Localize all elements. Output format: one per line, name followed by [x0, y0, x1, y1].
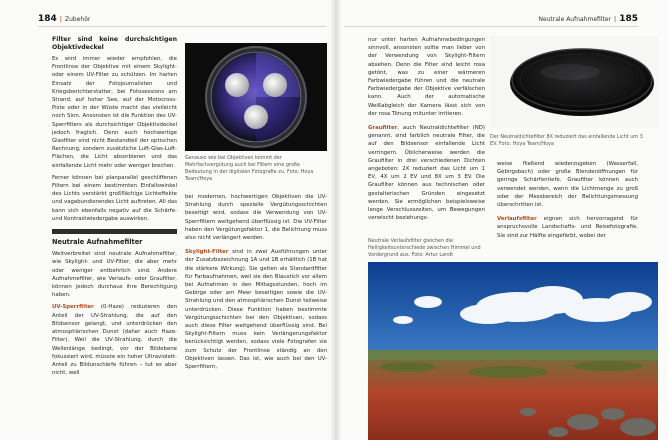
neutral-section-title: Neutrale Aufnahmefilter [52, 238, 143, 247]
filter-photo-caption: Genauso wie bei Objektiven kommt der Mehrfachvergütung auch bei Filtern eine große Bedeutung in der digitalen Fotografie zu. Foto: Hoya Team/Hoya [185, 155, 314, 182]
filter-coins-photo [185, 43, 327, 151]
graufilter-term: Graufilter [368, 125, 398, 132]
filter-block-heading: Filter sind keine durchsichtigen Objektivdeckel [52, 36, 177, 51]
verlauf-term: Verlaufsfilter [497, 216, 537, 223]
filter-paragraph-1: Es wird immer wieder empfohlen, die Frontlinse der Objektive mit einem Skylight- oder einem UV-Filter zu schützen. Im harten Einsatz der Fotojournalisten und Kriegsberichterstatter, bei Fotosessions am Strand, auf hoher See, auf der Motocross-Piste oder in der Wüste macht das vielleicht noch Sinn. Ansonsten ist die Funktion des UV-Sperrfilters als durchsichtiger Objektivdeckel jedoch fraglich. Denn auch hochwertige Glasfilter sind nicht Bestandteil der optischen Rechnung, sondern zusätzliche Luft-Glas-Luft-Flächen, die Licht absorbieren und das einfallende Licht mehr oder weniger brechen. [52, 56, 177, 169]
nd-filter-caption: Der Neutraldichtefilter 8X reduziert das einfallende Licht um 3 EV. Foto: Hoya Team/Hoya [490, 134, 643, 147]
right-column-2 [497, 160, 638, 244]
nd-filter-photo [490, 36, 658, 128]
right-running-head: Neutrale Aufnahmefilter [538, 16, 611, 23]
filter-coins-illustration [185, 43, 327, 151]
uv-paragraph [52, 303, 177, 377]
uv-continuation: bei modernen, hochwertigen Objektiven die UV-Strahlung durch spezielle Vergütungsschichten beseitigt wird, sodass die Verwendung von UV-Sperrfiltern weitgehend überflüssig ist. Die UV-Filter haben den Vergütungsfaktor 1, die Belichtung muss also nicht verlängert werden. [185, 194, 327, 242]
verlauf-paragraph [497, 215, 638, 240]
graufilter-paragraph [368, 124, 485, 222]
left-running-header [38, 14, 90, 24]
left-running-head: Zubehör [65, 16, 91, 23]
landscape-photo [368, 262, 658, 440]
landscape-illustration [368, 262, 658, 440]
landscape-caption: Neutrale Verlaufsfilter gleichen die Helligkeitsunterschiede zwischen Himmel und Vordergrund aus. Foto: Artur Landt [368, 238, 481, 258]
uv-text: (0-Haze) reduzieren den Anteil der UV-Strahlung, die auf den Bildsensor gelangt, und unterdrücken den atmosphärischen Dunst (daher auch Haze-Filter). Weil die UV-Strahlung, durch die Wellenlänge bedingt, vor der Bildebene fokussiert wird, müsste ein hoher Ultraviolett-Anteil zu Bildunschärfe führen – tut es aber nicht, weil [52, 304, 177, 377]
left-header-rule [38, 26, 326, 27]
book-gutter [330, 0, 342, 440]
skylight-paragraph [185, 248, 327, 371]
right-running-header [538, 14, 638, 24]
skylight-text: sind in zwei Ausführungen unter der Zusatzbezeichnung 1A und 1B erhältlich (1B hat die stärkere Wirkung). Sie gelten als Standardfilter für Farbaufnahmen, weil sie den Blaustich vor allem bei Aufnahmen in den Mittagsstunden, hoch im Gebirge oder am Meer beseitigen sowie die UV-Strahlung und den atmosphärischen Dunst teilweise unterdrücken. Diese Funktion haben bestimmte Vergütungsschichten bei den Objektiven, sodass auch diese Filter weitgehend überflüssig sind. Bei Skylight-Filtern muss kein Verlängerungsfaktor berücksichtigt werden, sodass viele Fotografen sie zum Schutz der Frontlinse ständig an den Objektiven lassen. Das ist, wie auch bei den UV-Sperrfiltern, [185, 249, 327, 371]
uv-term: UV-Sperrfilter [52, 304, 94, 311]
graufilter-text: , auch Neutraldichtefilter (ND) genannt, sind farblich neutrale Filter, die auf den Bildsensor einfallende Licht verringern. Üblicherweise werden die Graufilter in drei verschiedenen Dichten angeboten: 2X reduziert das Licht um 1 EV, 4X um 2 EV und 8X um 3 EV. Die Graufilter können aus technischen oder gestalterischen Gründen eingesetzt werden. Sie ermöglichen beispielsweise lange Verschlusszeiten, um Bewegungen verwischt beziehungs- [368, 125, 485, 222]
header-separator-right: | [614, 16, 617, 23]
right-header-rule [344, 26, 638, 27]
neutral-paragraph: Weitverbreitet sind neutrale Aufnahmefilter, wie Skylight- und UV-Filter, die aber mehr oder weniger entbehrlich sind. Andere Aufnahmefilter, wie Verlaufs- oder Graufilter, können jedoch durchaus ihre Berechtigung haben. [52, 251, 177, 299]
skylight-term: Skylight-Filter [185, 249, 229, 256]
verlauf-text: eignen sich hervorragend für anspruchsvolle Landschafts- und Reisefotografie. Sie sind zur Hälfte eingefärbt, wobei der [497, 216, 638, 239]
section-rule [52, 229, 177, 234]
graufilter-continuation: weise fließend wiederzugeben (Wasserfall, Gebirgsbach) oder große Blendenöffnungen für geringe Schärfentiefe. Graufilter können auch verwendet werden, wenn die Lichtmenge zu groß oder der Messbereich der Belichtungsmessung überschritten ist. [497, 161, 638, 209]
filter-paragraph-2: Ferner können bei planparallel geschliffenen Filtern bei einem bestimmten Einfallswinkel des Lichts verstärkt großflächige Lichteffekte und vagabundierendes Licht auftreten. All das kann sich ebenfalls negativ auf die Schärfe- und Kontrastwiedergabe auswirken. [52, 174, 177, 222]
right-column-1 [368, 36, 485, 226]
left-column-1 [52, 36, 177, 381]
left-column-2 [185, 193, 327, 375]
header-separator: | [59, 16, 62, 23]
nd-filter-illustration [490, 36, 658, 128]
left-page-number: 184 [38, 14, 57, 24]
skylight-continuation: nur unter harten Aufnahmebedingungen sinnvoll, ansonsten sollte man lieber von der Verwendung von Skylight-Filtern absehen. Denn die Filter sind leicht rosa getönt, was zu einer wärmeren Farbwiedergabe führen und die neutrale Farbwiedergabe der Objektive verfälschen kann. Auch der automatische Weißabgleich der Kamera lässt sich von der rosa Tönung mitunter irritieren. [368, 37, 485, 117]
right-page-number: 185 [619, 14, 638, 24]
